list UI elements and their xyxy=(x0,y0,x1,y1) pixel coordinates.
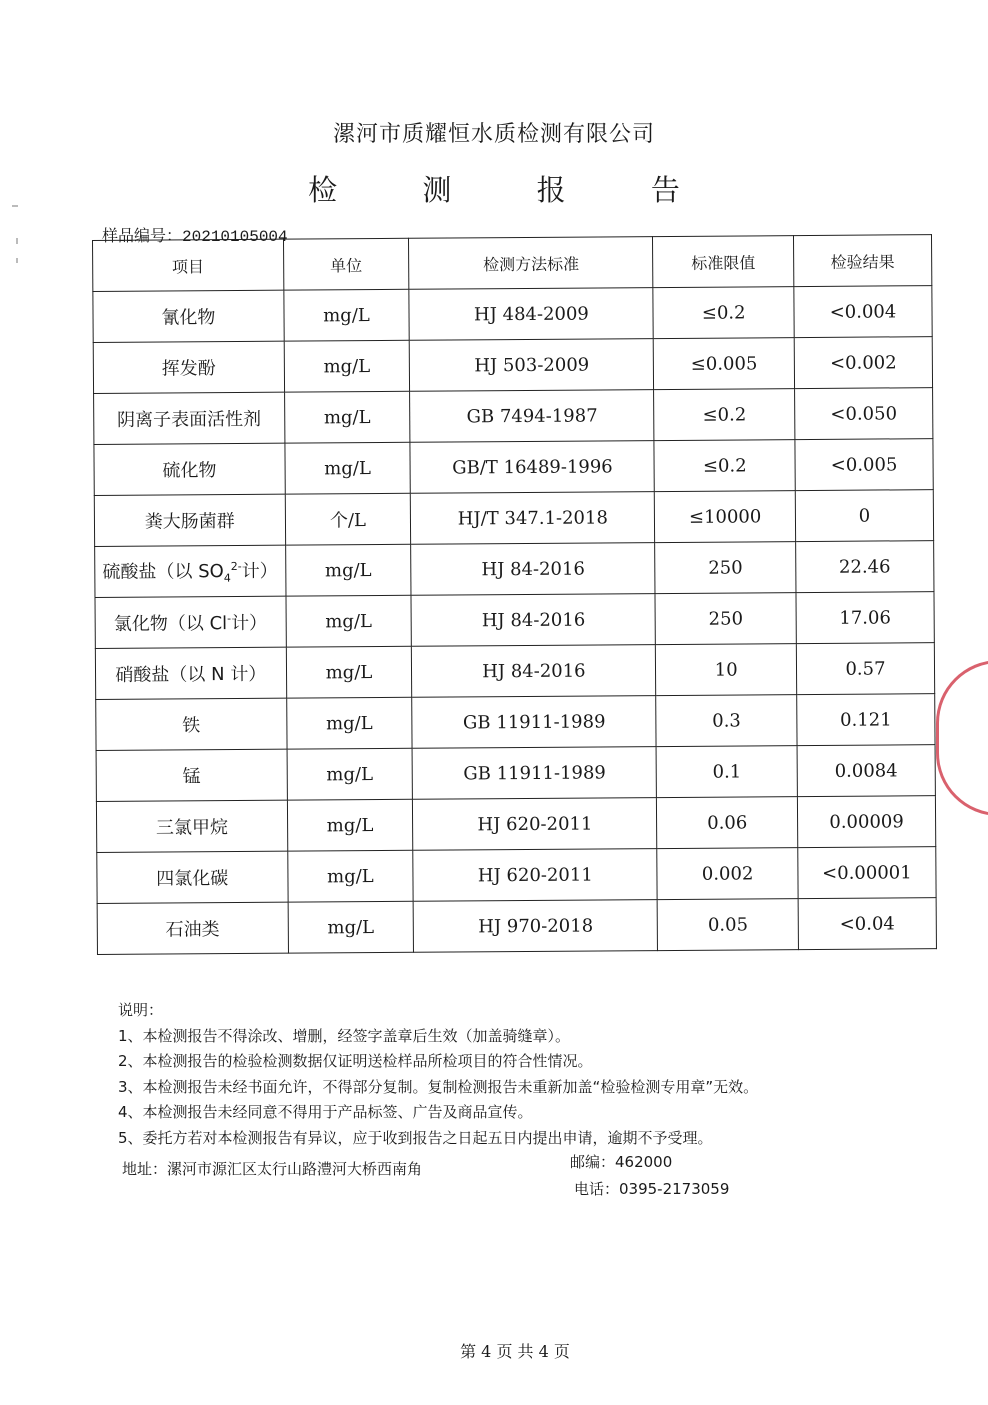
table-row xyxy=(93,337,932,394)
table-row xyxy=(94,439,933,496)
cell-item: 锰 xyxy=(96,749,287,801)
phone: 电话：0395-2173059 xyxy=(574,1180,730,1198)
note-item: 4、本检测报告未经同意不得用于产品标签、广告及商品宣传。 xyxy=(118,1103,533,1121)
cell-item-part: 计） xyxy=(231,612,268,635)
cell-unit: 个/L xyxy=(285,493,411,545)
cell-method: HJ 484-2009 xyxy=(409,288,653,341)
cell-unit: mg/L xyxy=(284,340,410,392)
cell-result: <0.002 xyxy=(794,337,932,389)
sample-number-label: 样品编号： xyxy=(102,226,183,245)
cell-limit: 0.06 xyxy=(657,797,798,849)
cell-unit: mg/L xyxy=(288,901,414,953)
cell-result: <0.050 xyxy=(794,388,932,440)
cell-item: 粪大肠菌群 xyxy=(94,494,285,546)
cell-method: GB 11911-1989 xyxy=(412,696,656,749)
table-body xyxy=(93,286,937,955)
cell-result: 0 xyxy=(795,490,933,542)
cell-unit: mg/L xyxy=(287,748,413,800)
cell-item: 三氯甲烷 xyxy=(96,800,287,852)
cell-limit: 0.3 xyxy=(656,695,797,747)
cell-limit: 0.002 xyxy=(657,848,798,900)
scan-artifact xyxy=(16,258,18,263)
report-title: 检 测 报 告 xyxy=(308,173,718,207)
cell-result: 0.57 xyxy=(796,643,934,695)
cell-unit: mg/L xyxy=(286,646,412,698)
cell-method: HJ 84-2016 xyxy=(411,543,655,596)
cell-limit: 0.05 xyxy=(658,899,799,951)
cell-result: <0.04 xyxy=(798,898,936,950)
notes-heading: 说明： xyxy=(118,1001,164,1019)
address: 地址：漯河市源汇区太行山路澧河大桥西南角 xyxy=(122,1160,423,1178)
column-header-result: 检验结果 xyxy=(793,235,931,287)
cell-limit: ≤0.2 xyxy=(654,389,795,441)
cell-item-part: 2- xyxy=(230,560,242,574)
cell-item: 铁 xyxy=(96,698,287,750)
cell-limit: 0.1 xyxy=(656,746,797,798)
cell-limit: 250 xyxy=(655,542,796,594)
cell-unit: mg/L xyxy=(286,595,412,647)
cell-method: GB 11911-1989 xyxy=(412,747,656,800)
cell-item-part: 4 xyxy=(223,571,231,585)
note-item: 1、本检测报告不得涂改、增删，经签字盖章后生效（加盖骑缝章）。 xyxy=(118,1026,571,1045)
table-row xyxy=(94,388,933,445)
table-row xyxy=(96,745,935,802)
scan-artifact xyxy=(12,205,18,207)
cell-item: 石油类 xyxy=(97,902,288,954)
cell-item: 阴离子表面活性剂 xyxy=(94,392,285,444)
cell-result: 0.121 xyxy=(797,694,935,746)
cell-limit: ≤10000 xyxy=(655,491,796,543)
cell-item: 挥发酚 xyxy=(93,341,284,393)
table-row xyxy=(97,898,936,955)
cell-item: 氰化物 xyxy=(93,290,284,342)
note-item: 2、本检测报告的检验检测数据仅证明送检样品所检项目的符合性情况。 xyxy=(118,1052,593,1070)
cell-limit: 250 xyxy=(655,593,796,645)
cell-item-part: 计） xyxy=(241,560,278,583)
cell-limit: ≤0.2 xyxy=(654,440,795,492)
table-row xyxy=(97,847,936,904)
note-item: 3、本检测报告未经书面允许，不得部分复制。复制检测报告未重新加盖“检验检测专用章”无效。 xyxy=(118,1077,759,1096)
cell-item-part: 氯化物（以 Cl xyxy=(113,613,228,635)
cell-unit: mg/L xyxy=(286,697,412,749)
cell-method: HJ 84-2016 xyxy=(411,594,655,647)
cell-unit: mg/L xyxy=(285,544,411,596)
test-results-table xyxy=(92,234,937,955)
column-header-method: 检测方法标准 xyxy=(409,237,653,290)
table-header-row xyxy=(93,235,932,292)
cell-result: 0.0084 xyxy=(797,745,935,797)
cell-method: HJ 84-2016 xyxy=(412,645,656,698)
cell-method: HJ/T 347.1-2018 xyxy=(411,492,655,545)
cell-result: 17.06 xyxy=(796,592,934,644)
column-header-limit: 标准限值 xyxy=(653,236,794,288)
cell-unit: mg/L xyxy=(287,850,413,902)
cell-method: GB 7494-1987 xyxy=(410,390,654,443)
column-header-item: 项目 xyxy=(93,239,284,291)
page-number: 第 4 页 共 4 页 xyxy=(460,1342,570,1361)
table-row xyxy=(96,796,935,853)
cell-limit: ≤0.2 xyxy=(653,287,794,339)
notes-section xyxy=(118,998,758,1151)
cell-item-part: 硫酸盐（以 SO xyxy=(102,561,224,584)
cell-item: 硫化物 xyxy=(94,443,285,495)
table-row xyxy=(95,643,934,700)
scan-artifact xyxy=(16,238,18,244)
postcode: 邮编：462000 xyxy=(570,1153,673,1171)
cell-item: 四氯化碳 xyxy=(97,851,288,903)
cell-item-part: - xyxy=(227,612,232,626)
seal-stamp-edge xyxy=(936,660,988,816)
cell-item xyxy=(95,596,286,648)
cell-unit: mg/L xyxy=(285,442,411,494)
table-row xyxy=(95,592,934,649)
note-item: 5、委托方若对本检测报告有异议，应于收到报告之日起五日内提出申请，逾期不予受理。 xyxy=(118,1128,713,1147)
sample-number-value: 20210105004 xyxy=(182,228,288,246)
cell-result: 0.00009 xyxy=(797,796,935,848)
cell-item xyxy=(95,545,286,597)
cell-result: 22.46 xyxy=(796,541,934,593)
table-row xyxy=(94,490,933,547)
cell-method: HJ 620-2011 xyxy=(413,798,657,851)
cell-unit: mg/L xyxy=(283,289,409,341)
cell-method: GB/T 16489-1996 xyxy=(410,441,654,494)
table-row xyxy=(96,694,935,751)
cell-result: <0.005 xyxy=(795,439,933,491)
cell-unit: mg/L xyxy=(284,391,410,443)
cell-method: HJ 970-2018 xyxy=(413,900,657,953)
cell-result: <0.00001 xyxy=(798,847,936,899)
company-name: 漯河市质耀恒水质检测有限公司 xyxy=(332,122,655,147)
cell-item: 硝酸盐（以 N 计） xyxy=(95,647,286,699)
cell-limit: ≤0.005 xyxy=(654,338,795,390)
cell-unit: mg/L xyxy=(287,799,413,851)
table-row xyxy=(95,541,934,598)
column-header-unit: 单位 xyxy=(283,238,409,290)
cell-result: <0.004 xyxy=(794,286,932,338)
cell-limit: 10 xyxy=(656,644,797,696)
cell-method: HJ 503-2009 xyxy=(410,339,654,392)
table-row xyxy=(93,286,932,343)
cell-method: HJ 620-2011 xyxy=(413,849,657,902)
